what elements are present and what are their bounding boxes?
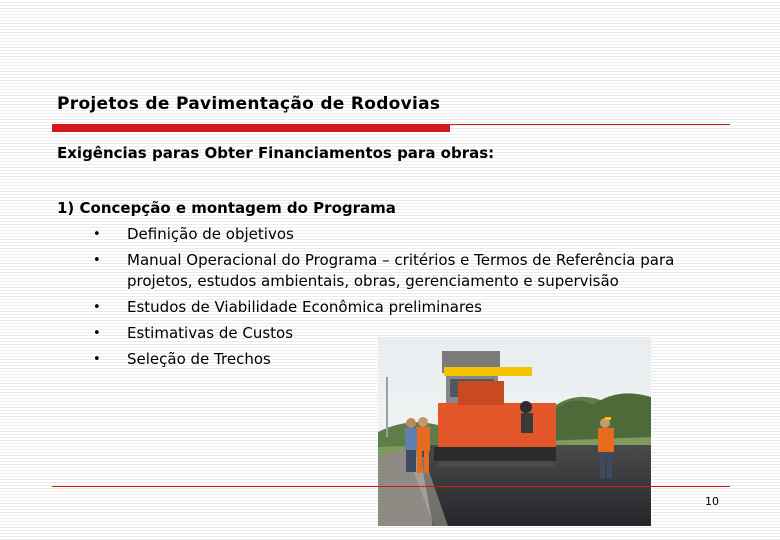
paver-body bbox=[438, 403, 556, 449]
bullet-item bbox=[90, 250, 710, 292]
bullet-text: Estimativas de Custos bbox=[127, 324, 294, 342]
footer-divider bbox=[52, 486, 730, 487]
road-paving-illustration bbox=[378, 337, 651, 526]
page-number: 10 bbox=[705, 495, 719, 508]
bullet-text: Estudos de Viabilidade Econômica preliminares bbox=[127, 298, 482, 316]
paver-cab bbox=[458, 381, 504, 405]
paver-canopy bbox=[444, 367, 532, 376]
bullet-text: Seleção de Trechos bbox=[127, 350, 271, 368]
title-underline-bar bbox=[52, 124, 450, 132]
road-paving-photo bbox=[378, 337, 651, 526]
bullet-icon: • bbox=[93, 227, 101, 242]
bullet-icon: • bbox=[93, 352, 101, 367]
bullet-icon: • bbox=[93, 300, 101, 315]
operator-silhouette bbox=[520, 401, 532, 413]
operator-body bbox=[521, 413, 533, 433]
title-underline-line bbox=[450, 124, 730, 125]
paver-track bbox=[438, 461, 554, 467]
bullet-icon: • bbox=[93, 253, 101, 268]
paver-screed bbox=[434, 447, 556, 461]
light-pole bbox=[386, 377, 388, 437]
bullet-item bbox=[90, 224, 710, 245]
slide-title: Projetos de Pavimentação de Rodovias bbox=[57, 94, 441, 114]
bullet-item bbox=[90, 297, 710, 318]
section-heading: 1) Concepção e montagem do Programa bbox=[57, 199, 396, 217]
bullet-text: Manual Operacional do Programa – critérios e Termos de Referência para projetos, estudos ambientais, obras, gerenciamento e supervisão bbox=[127, 251, 675, 290]
bullet-icon: • bbox=[93, 326, 101, 341]
slide-subtitle: Exigências paras Obter Financiamentos para obras: bbox=[57, 144, 495, 162]
bullet-text: Definição de objetivos bbox=[127, 225, 294, 243]
